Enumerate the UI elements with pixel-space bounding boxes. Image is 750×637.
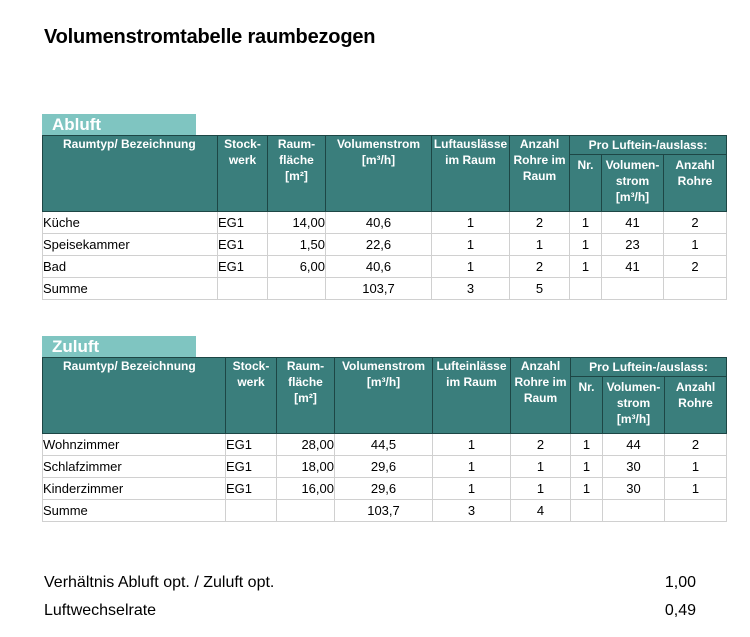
cell-pro-vol: 44 xyxy=(603,434,665,456)
cell-rohre: 1 xyxy=(511,478,571,500)
cell-nr: 1 xyxy=(571,434,603,456)
cell-name: Bad xyxy=(43,256,218,278)
cell-pro-rohre: 2 xyxy=(664,256,727,278)
cell-pro-vol: 41 xyxy=(602,256,664,278)
cell-pro-rohre: 2 xyxy=(665,434,727,456)
cell-rohre: 2 xyxy=(511,434,571,456)
section-label-abluft: Abluft xyxy=(42,114,196,135)
summary-row-luftwechselrate xyxy=(44,602,696,620)
cell-count: 1 xyxy=(432,256,510,278)
cell-flaeche: 18,00 xyxy=(277,456,335,478)
header-pro-group: Pro Luftein-/auslass: xyxy=(570,136,727,155)
cell-pro-rohre: 1 xyxy=(665,478,727,500)
cell-sum-volumenstrom: 103,7 xyxy=(326,278,432,300)
page-title: Volumenstromtabelle raumbezogen xyxy=(44,26,376,48)
table-row xyxy=(43,456,727,478)
header-anzahl-rohre-im-raum: Anzahl Rohre im Raum xyxy=(511,358,571,434)
table-row xyxy=(43,212,727,234)
cell-count: 1 xyxy=(432,212,510,234)
cell-nr: 1 xyxy=(571,456,603,478)
cell-rohre: 1 xyxy=(510,234,570,256)
cell-pro-rohre: 2 xyxy=(664,212,727,234)
cell-stockwerk: EG1 xyxy=(218,234,268,256)
header-stockwerk: Stock- werk xyxy=(218,136,268,212)
abluft-table xyxy=(42,135,727,300)
cell-nr: 1 xyxy=(570,212,602,234)
cell-pro-vol: 30 xyxy=(603,478,665,500)
header-lufteinlaesse: Lufteinlässe im Raum xyxy=(433,358,511,434)
cell-sum-label: Summe xyxy=(43,278,218,300)
cell-rohre: 1 xyxy=(511,456,571,478)
cell-sum-volumenstrom: 103,7 xyxy=(335,500,433,522)
section-label-zuluft: Zuluft xyxy=(42,336,196,357)
summary-label: Verhältnis Abluft opt. / Zuluft opt. xyxy=(44,574,275,591)
cell-name: Wohnzimmer xyxy=(43,434,226,456)
header-flaeche: Raum- fläche [m²] xyxy=(268,136,326,212)
cell-rohre: 2 xyxy=(510,256,570,278)
cell-count: 1 xyxy=(433,434,511,456)
cell-stockwerk: EG1 xyxy=(226,434,277,456)
cell-pro-vol: 23 xyxy=(602,234,664,256)
cell-volumenstrom: 40,6 xyxy=(326,212,432,234)
cell-nr: 1 xyxy=(570,256,602,278)
cell-volumenstrom: 40,6 xyxy=(326,256,432,278)
header-anzahl-rohre-im-raum: Anzahl Rohre im Raum xyxy=(510,136,570,212)
cell-count: 1 xyxy=(432,234,510,256)
cell-rohre: 2 xyxy=(510,212,570,234)
header-flaeche: Raum- fläche [m²] xyxy=(277,358,335,434)
header-pro-nr: Nr. xyxy=(570,155,602,212)
header-name: Raumtyp/ Bezeichnung xyxy=(43,358,226,434)
header-volumenstrom: Volumenstrom [m³/h] xyxy=(335,358,433,434)
cell-sum-label: Summe xyxy=(43,500,226,522)
header-pro-nr: Nr. xyxy=(571,377,603,434)
cell-volumenstrom: 29,6 xyxy=(335,456,433,478)
cell-flaeche: 1,50 xyxy=(268,234,326,256)
cell-stockwerk: EG1 xyxy=(218,212,268,234)
header-pro-volumenstrom: Volumen- strom [m³/h] xyxy=(603,377,665,434)
summary-value: 0,49 xyxy=(664,602,696,619)
header-pro-group: Pro Luftein-/auslass: xyxy=(571,358,727,377)
summary-value: 1,00 xyxy=(664,574,696,591)
cell-sum-count: 3 xyxy=(432,278,510,300)
sum-row xyxy=(43,500,727,522)
summary-label: Luftwechselrate xyxy=(44,602,157,619)
cell-volumenstrom: 22,6 xyxy=(326,234,432,256)
cell-stockwerk: EG1 xyxy=(226,456,277,478)
cell-flaeche: 6,00 xyxy=(268,256,326,278)
cell-volumenstrom: 29,6 xyxy=(335,478,433,500)
cell-stockwerk: EG1 xyxy=(218,256,268,278)
cell-name: Kinderzimmer xyxy=(43,478,226,500)
header-pro-volumenstrom: Volumen- strom [m³/h] xyxy=(602,155,664,212)
cell-flaeche: 28,00 xyxy=(277,434,335,456)
header-pro-anzahl-rohre: Anzahl Rohre xyxy=(664,155,727,212)
cell-name: Speisekammer xyxy=(43,234,218,256)
table-row xyxy=(43,234,727,256)
cell-name: Schlafzimmer xyxy=(43,456,226,478)
cell-volumenstrom: 44,5 xyxy=(335,434,433,456)
header-name: Raumtyp/ Bezeichnung xyxy=(43,136,218,212)
header-luftauslaesse: Luftauslässe im Raum xyxy=(432,136,510,212)
cell-sum-rohre: 5 xyxy=(510,278,570,300)
cell-flaeche: 14,00 xyxy=(268,212,326,234)
summary-row-ratio xyxy=(44,574,696,592)
cell-name: Küche xyxy=(43,212,218,234)
header-volumenstrom: Volumenstrom [m³/h] xyxy=(326,136,432,212)
table-row xyxy=(43,256,727,278)
cell-sum-count: 3 xyxy=(433,500,511,522)
cell-pro-vol: 30 xyxy=(603,456,665,478)
cell-nr: 1 xyxy=(570,234,602,256)
cell-count: 1 xyxy=(433,456,511,478)
cell-pro-rohre: 1 xyxy=(665,456,727,478)
cell-flaeche: 16,00 xyxy=(277,478,335,500)
cell-pro-rohre: 1 xyxy=(664,234,727,256)
cell-stockwerk: EG1 xyxy=(226,478,277,500)
sum-row xyxy=(43,278,727,300)
cell-count: 1 xyxy=(433,478,511,500)
cell-sum-rohre: 4 xyxy=(511,500,571,522)
cell-pro-vol: 41 xyxy=(602,212,664,234)
header-stockwerk: Stock- werk xyxy=(226,358,277,434)
table-row xyxy=(43,478,727,500)
zuluft-table xyxy=(42,357,727,522)
cell-nr: 1 xyxy=(571,478,603,500)
header-pro-anzahl-rohre: Anzahl Rohre xyxy=(665,377,727,434)
table-row xyxy=(43,434,727,456)
